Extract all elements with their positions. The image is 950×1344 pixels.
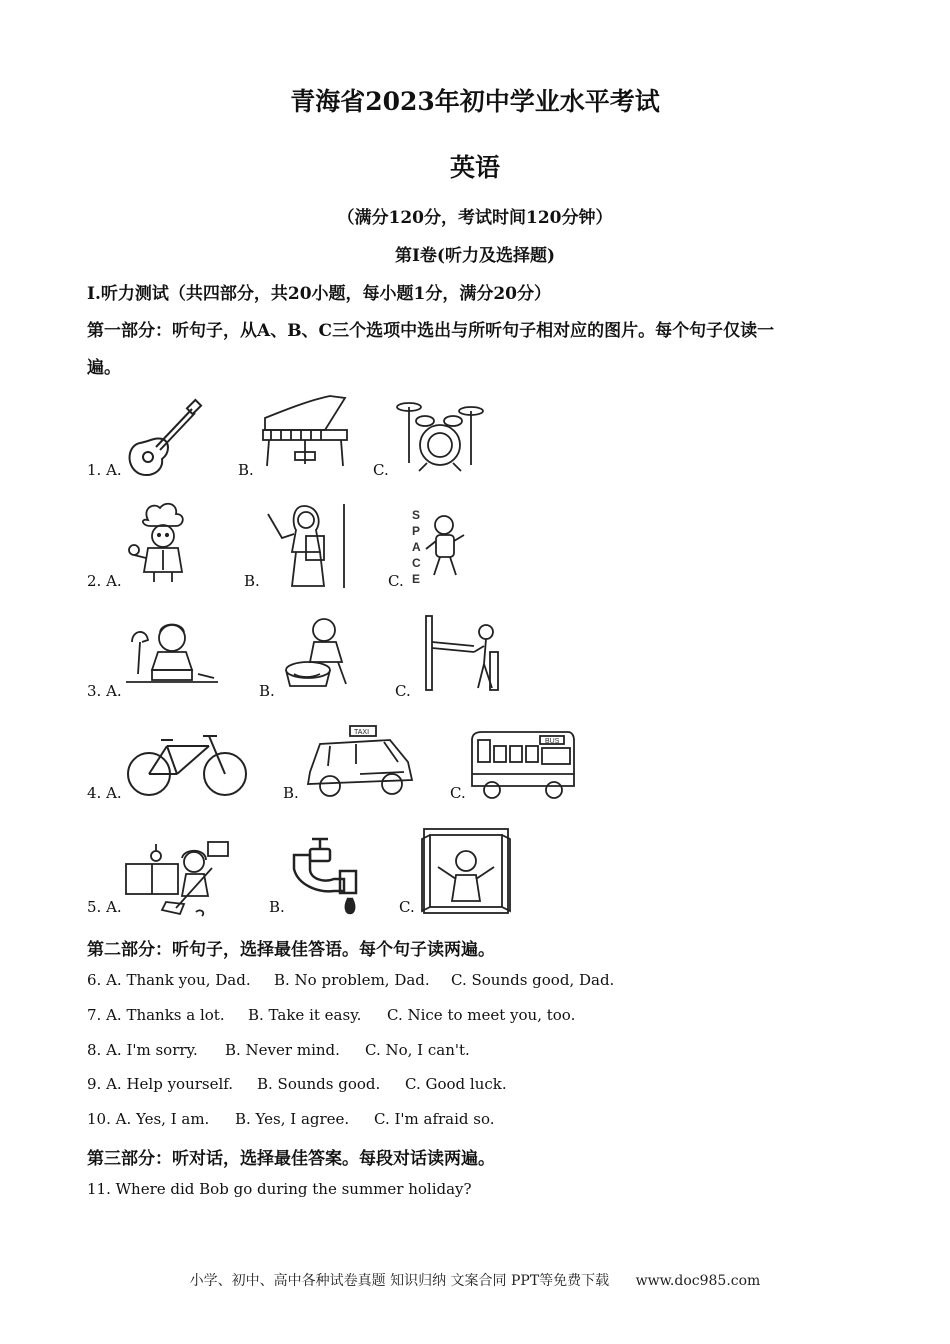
q1-label-b: B. <box>238 461 254 479</box>
tv-icon <box>418 612 503 692</box>
svg-text:C: C <box>412 556 421 570</box>
q2-label-b: B. <box>244 572 260 590</box>
tap-icon <box>290 835 362 917</box>
q10-option-a: 10. A. Yes, I am. <box>87 1110 210 1128</box>
exam-note: （满分120分，考试时间120分钟） <box>337 208 613 228</box>
q1-label-c: C. <box>373 461 389 479</box>
q4-label-a: 4. A. <box>87 784 122 802</box>
washing-icon <box>282 612 357 692</box>
q5-label-a: 5. A. <box>87 898 122 916</box>
q9-option-a: 9. A. Help yourself. <box>87 1075 234 1093</box>
page-title: 青海省2023年初中学业水平考试 <box>290 87 660 116</box>
question-11: 11. Where did Bob go during the summer holiday? <box>87 1180 472 1198</box>
part1-instruction: 第一部分：听句子，从A、B、C三个选项中选出与所听句子相对应的图片。每个句子仅读一 <box>87 321 775 341</box>
q8-option-b: B. Never mind. <box>225 1041 340 1059</box>
svg-text:BUS: BUS <box>545 738 560 745</box>
q5-label-b: B. <box>269 898 285 916</box>
footer <box>0 1270 950 1290</box>
q9-option-b: B. Sounds good. <box>257 1075 381 1093</box>
svg-text:A: A <box>412 540 421 554</box>
piano-icon <box>255 390 355 470</box>
q4-label-c: C. <box>450 784 466 802</box>
teacher-icon <box>262 500 352 590</box>
q2-label-a: 2. A. <box>87 572 122 590</box>
q6-option-c: C. Sounds good, Dad. <box>451 971 615 989</box>
q6-option-a: 6. A. Thank you, Dad. <box>87 971 251 989</box>
part3-heading: 第三部分：听对话，选择最佳答案。每段对话读两遍。 <box>87 1149 495 1169</box>
taxi-icon <box>300 722 420 802</box>
q9-option-c: C. Good luck. <box>405 1075 507 1093</box>
q2-label-c: C. <box>388 572 404 590</box>
question-8 <box>87 1041 470 1059</box>
q4-label-b: B. <box>283 784 299 802</box>
q8-option-a: 8. A. I'm sorry. <box>87 1041 198 1059</box>
sweeping-icon <box>122 838 234 918</box>
q1-label-a: 1. A. <box>87 461 122 479</box>
volume-title: 第I卷(听力及选择题) <box>394 246 556 266</box>
q5-label-c: C. <box>399 898 415 916</box>
footer-text: 小学、初中、高中各种试卷真题 知识归纳 文案合同 PPT等免费下载 <box>189 1273 610 1289</box>
svg-text:E: E <box>412 572 421 586</box>
svg-text:P: P <box>412 524 421 538</box>
bicycle-icon <box>125 728 250 800</box>
homework-icon <box>122 612 222 692</box>
q7-option-a: 7. A. Thanks a lot. <box>87 1006 225 1024</box>
astronaut-icon <box>408 505 468 590</box>
section-heading: I.听力测试（共四部分，共20小题，每小题1分，满分20分） <box>87 284 552 304</box>
q7-option-b: B. Take it easy. <box>248 1006 362 1024</box>
svg-text:S: S <box>412 508 421 522</box>
q10-option-b: B. Yes, I agree. <box>235 1110 350 1128</box>
q3-label-c: C. <box>395 682 411 700</box>
footer-url[interactable]: www.doc985.com <box>635 1273 761 1289</box>
question-6 <box>87 971 614 989</box>
question-7 <box>87 1006 575 1024</box>
part2-heading: 第二部分：听句子，选择最佳答语。每个句子读两遍。 <box>87 940 495 960</box>
q8-option-c: C. No, I can't. <box>365 1041 470 1059</box>
subject-title: 英语 <box>449 153 500 182</box>
q3-label-b: B. <box>259 682 275 700</box>
part1-instruction-cont: 遍。 <box>87 358 121 378</box>
cook-icon <box>120 500 210 585</box>
svg-text:TAXI: TAXI <box>354 729 370 736</box>
window-icon <box>420 825 512 917</box>
guitar-icon <box>120 395 205 480</box>
q7-option-c: C. Nice to meet you, too. <box>387 1006 576 1024</box>
question-9 <box>87 1075 507 1093</box>
q3-label-a: 3. A. <box>87 682 122 700</box>
bus-icon <box>468 728 578 800</box>
q10-option-c: C. I'm afraid so. <box>374 1110 495 1128</box>
drums-icon <box>395 393 485 473</box>
question-10 <box>87 1110 495 1128</box>
q6-option-b: B. No problem, Dad. <box>274 971 430 989</box>
